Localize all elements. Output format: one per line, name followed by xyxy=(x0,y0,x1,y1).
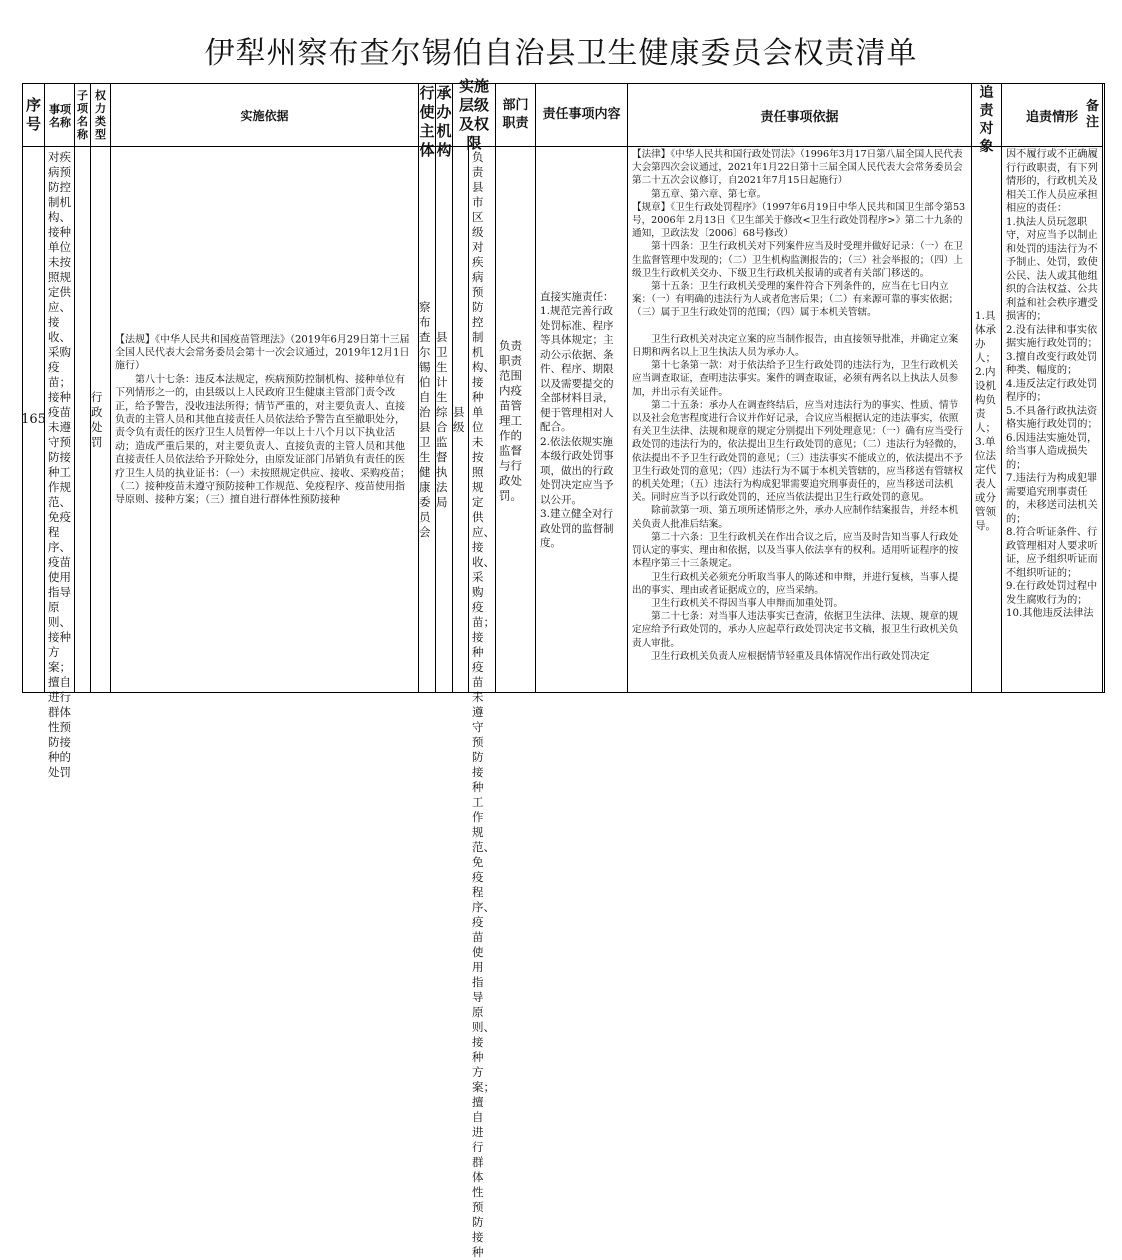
cell-power-type: 行政处罚 xyxy=(91,389,103,449)
header-accountability-target: 追责对象 xyxy=(979,85,994,155)
cell-seq: 165 xyxy=(21,412,46,427)
header-seq: 序号 xyxy=(25,96,41,133)
header-resp-content: 责任事项内容 xyxy=(542,107,621,122)
col-sub-item xyxy=(75,84,91,692)
col-accountability-target xyxy=(972,84,1002,692)
cell-resp-basis: 【法律】《中华人民共和国行政处罚法》（1996年3月17日第八届全国人民代表大会第四次会议通过，2021年1月22日第十三届全国人民代表大会常务委员会第二十五次会议修订，自2021年7月15日起施行） 第五章、第六章、第七章。 【规章】《卫生行政处罚程序》（1997年6月19日中华人民共和国卫生部令第53号，2006年 2月13日《卫生部关于修改<卫生行政处罚程序>》第二十九条的通知，卫政法发〔2006〕68号修改） 第十四条：卫生行政机关对下列案件应当及时受理并做好记录：（一）在卫生监督管理中发现的；（二）卫生机构监测报告的；（三）社会举报的；（四）上级卫生行政机关交办、下级卫生行政机关报请的或者有关部门移送的。 第十五条：卫生行政机关受理的案件符合下列条件的，应当在七日内立案：（一）有明确的违法行为人或者危害后果；（二）有来源可靠的事实依据；（三）属于卫生行政处罚的范围；（四）属于本机关管辖。 卫生行政机关对决定立案的应当制作报告，由直接领导批准，并确定立案日期和两名以上卫生执法人员为承办人。 第十七条第一款：对于依法给予卫生行政处罚的违法行为，卫生行政机关应当调查取证，查明违法事实。案件的调查取证，必须有两名以上执法人员参加，并出示有关证件。 第二十五条：承办人在调查终结后，应当对违法行为的事实、性质、情节以及社会危害程度进行合议并作好记录，合议应当根据认定的违法事实，依照有关卫生法律、法规和规章的规定分别提出下列处理意见：（一）确有应当受行政处罚的违法行为的，依法提出卫生行政处罚的意见；（二）违法行为轻微的，依法提出不予卫生行政处罚的意见；（三）违法事实不能成立的，依法提出不予卫生行政处罚的意见；（四）违法行为不属于本机关管辖的，应当移送有管辖权的机关处理；（五）违法行为构成犯罪需要追究刑事责任的，应当移送司法机关。同时应当予以行政处罚的，还应当依法提出卫生行政处罚的意见。 除前款第一项、第五项所述情形之外，承办人应制作结案报告，并经本机关负责人批准后结案。 第二十六条：卫生行政机关在作出合议之后，应当及时告知当事人行政处罚认定的事实、理由和依据，以及当事人依法享有的权利。适用听证程序的按本程序第三十三条规定。 卫生行政机关必须充分听取当事人的陈述和申辩，并进行复核，当事人提出的事实、理由或者证据成立的，应当采纳。 卫生行政机关不得因当事人申辩而加重处罚。 第二十七条：对当事人违法事实已查清，依据卫生法律、法规、规章的规定应给予行政处罚的，承办人应起草行政处罚决定书文稿，报卫生行政机关负责人审批。 卫生行政机关负责人应根据情节轻重及具体情况作出行政处罚决定 xyxy=(632,149,966,662)
col-level xyxy=(453,77,496,1259)
header-resp-basis: 责任事项依据 xyxy=(628,84,971,147)
col-exec-subject xyxy=(419,84,436,692)
col-power-type xyxy=(91,84,111,692)
cell-basis: 【法规】《中华人民共和国疫苗管理法》（2019年6月29日第十三届全国人民代表大会常务委员会第十一次会议通过，2019年12月1日施行） 第八十七条：违反本法规定，疾病预防控制机构、接种单位有下列情形之一的，由县级以上人民政府卫生健康主管部门责令改正，给予警告，没收违法所得；情节严重的，对主要负责人、直接负责的主管人员和其他直接责任人员依法给予警告直至撤职处分，责令负有责任的医疗卫生人员暂停一年以上十八个月以下执业活动；造成严重后果的，对主要负责人、直接负责的主管人员和其他直接责任人员依法给予开除处分，由原发证部门吊销负有责任的医疗卫生人员的执业证书：（一）未按照规定供应、接收、采购疫苗；（二）接种疫苗未遵守预防接种工作规范、免疫程序、疫苗使用指导原则、接种方案；（三）擅自进行群体性预防接种 xyxy=(115,333,410,506)
cell-undertaking-body: 县卫生计生综合监督执法局 xyxy=(436,329,448,509)
cell-remarks xyxy=(1082,146,1104,692)
cell-resp-content: 负责职责范围内疫苗管理工作的监督与行政处罚。 xyxy=(499,338,522,502)
cell-resp-detail: 直接实施责任： 1.规范完善行政处罚标准、程序等具体规定；主动公示依据、条件、程序、期限以及需要提交的全部材料目录，便于管理相对人配合。 2.依法依规实施本级行政处罚事项，做出的行政处罚决定应当予以公开。 3.建立健全对行政处罚的监督制度。 xyxy=(540,290,614,549)
cell-item-name: 对疾病预防控制机构、接种单位未按照规定供应、接收、采购疫苗；接种疫苗未遵守预防接种工作规范、免疫程序、疫苗使用指导原则、接种方案；擅自进行群体性预防接种的处罚 xyxy=(48,150,71,779)
header-dept-duty: 部门职责 xyxy=(502,98,529,131)
header-remarks: 备注 xyxy=(1086,99,1100,130)
header-accountability-cases: 追责情形 xyxy=(1002,84,1102,147)
cell-level: 县级 xyxy=(453,404,465,434)
col-dept-duty xyxy=(496,84,536,692)
cell-accountability-target: 1.具体承办人； 2.内设机构负责人； 3.单位法定代表人或分管领导。 xyxy=(975,309,996,532)
header-undertaking-body: 承办机构 xyxy=(436,84,452,159)
header-sub-item: 子项名称 xyxy=(77,89,88,141)
col-seq xyxy=(23,84,45,692)
col-undertaking-body xyxy=(436,84,453,692)
header-exec-subject: 行使主体 xyxy=(419,84,435,159)
col-basis xyxy=(111,84,419,692)
cell-sub-item xyxy=(75,147,90,149)
cell-exec-subject: 察布查尔锡伯自治县卫生健康委员会 xyxy=(419,299,431,539)
header-power-type: 权力类型 xyxy=(95,89,106,141)
page-title: 伊犁州察布查尔锡伯自治县卫生健康委员会权责清单 xyxy=(204,36,918,71)
header-level: 实施层级及权限 xyxy=(458,77,489,152)
header-item-name: 事项名称 xyxy=(49,103,71,129)
power-list-table xyxy=(21,77,1105,1259)
col-resp-content xyxy=(536,84,628,692)
col-resp-basis xyxy=(628,84,972,692)
header-basis: 实施依据 xyxy=(111,84,418,147)
cell-accountability-cases: 因不履行或不正确履行行政职责，有下列情形的，行政机关及相关工作人员应承担相应的责任： 1.执法人员玩忽职守，对应当予以制止和处罚的违法行为不予制止、处罚，致使公民、法人或其他组织的合法权益、公共利益和社会秩序遭受损害的； 2.没有法律和事实依据实施行政处罚的； 3.擅自改变行政处罚种类、幅度的； 4.违反法定行政处罚程序的； 5.不具备行政执法资格实施行政处罚的； 6.因违法实施处罚，给当事人造成损失的； 7.违法行为构成犯罪需要追究刑事责任的，未移送司法机关的； 8.符合听证条件、行政管理相对人要求听证，应予组织听证而不组织听证的； 9.在行政处罚过程中发生腐败行为的； 10.其他违反法律法 xyxy=(1006,149,1098,619)
col-item-name xyxy=(45,84,75,779)
cell-dept-duty-detail: 负责县市区级对疾病预防控制机构、接种单位未按照规定供应、接收、采购疫苗；接种疫苗未遵守预防接种工作规范、免疫程序、疫苗使用指导原则、接种方案；擅自进行群体性预防接种 xyxy=(472,150,495,1259)
